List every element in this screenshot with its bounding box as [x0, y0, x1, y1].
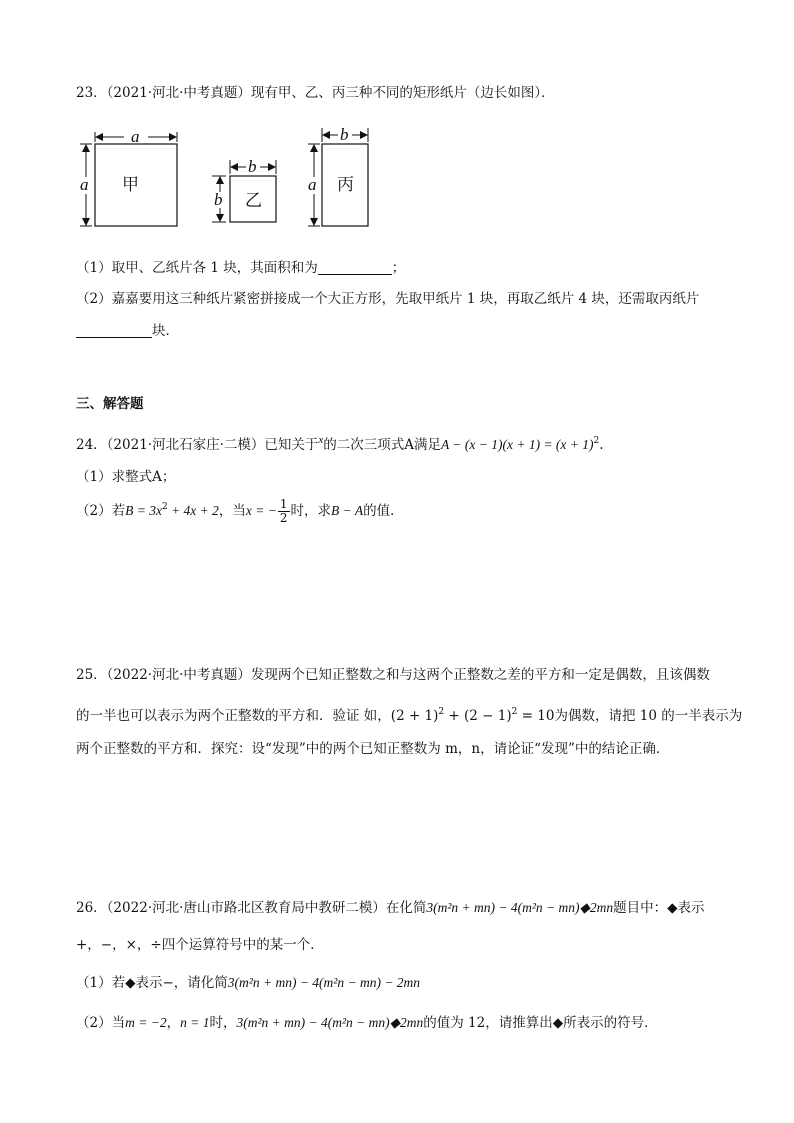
bing-left-label: a	[308, 175, 317, 194]
q25-line3: 两个正整数的平方和．探究：设“发现”中的两个已知正整数为 m，n，请论证“发现”中的结论正确．	[76, 741, 670, 757]
yi-top-label: b	[248, 157, 257, 176]
jia-name: 甲	[122, 175, 139, 194]
q26-part1: （1）若◆表示−，请化简3(m²n + mn) − 4(m²n − mn) − 2mn	[76, 975, 421, 991]
q24-part2: （2）若$B = 3x^2 + 4x + 2$，当x = − $\frac{1}{2}$ 时，求B − A的值．	[76, 497, 404, 525]
q26-part2: （2）当m = −2，n = 1时，3(m²n + mn) − 4(m²n − mn)◆2mn的值为 12，请推算出◆所表示的符号．	[76, 1015, 658, 1031]
bing-piece	[308, 125, 368, 226]
bing-name: 丙	[337, 175, 354, 194]
section-title: 三、解答题	[76, 396, 144, 412]
q25-line1: 25．（2022·河北·中考真题）发现两个已知正整数之和与这两个正整数之差的平方和一定是偶数，且该偶数	[76, 667, 710, 683]
bing-top-label: b	[340, 125, 349, 144]
q24-part1: （1）求整式A；	[76, 469, 176, 485]
jia-top-label: a	[131, 127, 140, 146]
q23-part1-blank[interactable]	[318, 260, 392, 275]
yi-piece	[212, 157, 276, 222]
yi-left-label: b	[214, 190, 223, 209]
jia-piece	[80, 127, 177, 226]
q23-part2: （2）嘉嘉要用这三种纸片紧密拼接成一个大正方形，先取甲纸片 1 块，再取乙纸片 4 块，还需取丙纸片	[76, 291, 700, 307]
q23-part1: （1）取甲、乙纸片各 1 块，其面积和为 ；	[76, 260, 406, 276]
q24-fraction: $\frac{1}{2}$	[279, 497, 288, 525]
q23-part2-blank[interactable]	[76, 323, 152, 338]
q26-line1: 26．（2022·河北·唐山市路北区教育局中教研二模）在化简3(m²n + mn) − 4(m²n − mn)◆2mn题目中：◆表示	[76, 900, 705, 916]
q25-line2: 的一半也可以表示为两个正整数的平方和．验证 如，$(2 + 1)^2 + (2 - 1)^2 = 10$为偶数，请把 10 的一半表示为	[76, 707, 743, 724]
q23-part2-line2: 块．	[76, 322, 179, 340]
jia-left-label: a	[80, 175, 89, 194]
q24-stem: 24．（2021·河北石家庄·二模）已知关于$^x$的二次三项式A满足$A - (x - 1)(x + 1) = (x + 1)^2$.	[76, 434, 604, 453]
q23-stem: 23．（2021·河北·中考真题）现有甲、乙、丙三种不同的矩形纸片（边长如图）．	[76, 85, 555, 101]
q23-figure	[0, 122, 794, 232]
q26-line2: +，−，×，÷四个运算符号中的某一个．	[76, 937, 324, 953]
yi-name: 乙	[245, 191, 262, 210]
